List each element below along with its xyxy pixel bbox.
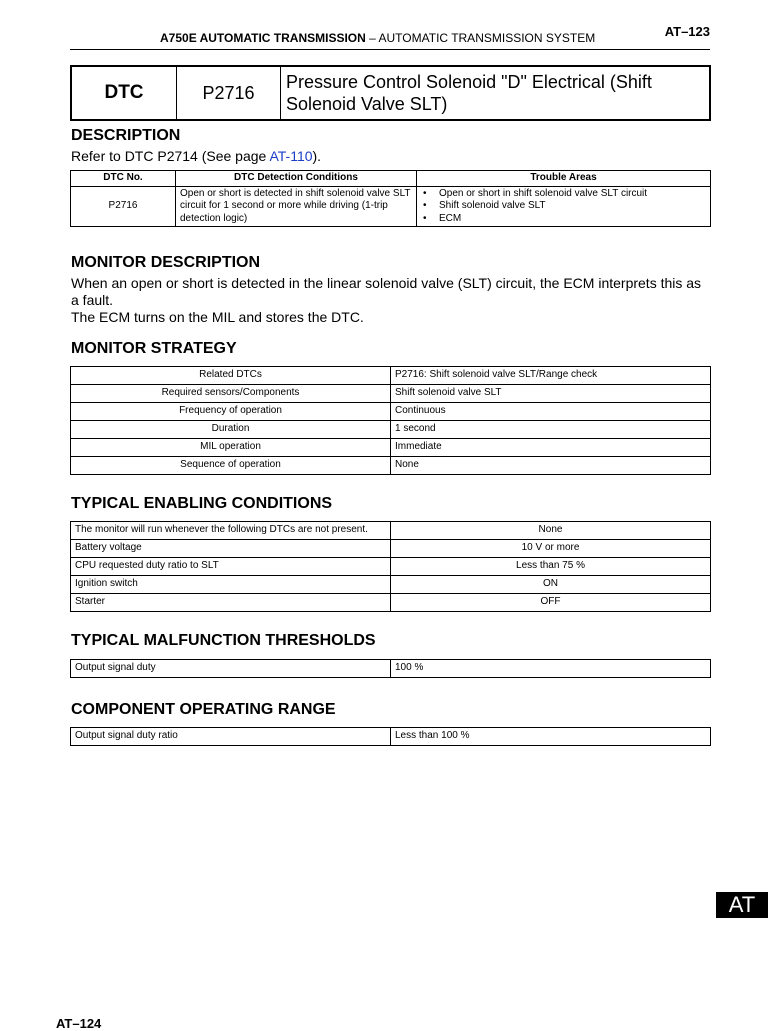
row-label: Starter xyxy=(71,594,391,612)
list-item: • ECM xyxy=(421,213,706,226)
row-label: Duration xyxy=(71,421,391,439)
dtc-detection-table xyxy=(70,170,711,227)
dtc-title: Pressure Control Solenoid "D" Electrical (Shift Solenoid Valve SLT) xyxy=(286,72,652,114)
running-header xyxy=(70,24,710,50)
table-row xyxy=(71,385,711,403)
table-row xyxy=(71,403,711,421)
row-label: CPU requested duty ratio to SLT xyxy=(71,558,391,576)
col-header-conditions: DTC Detection Conditions xyxy=(176,171,417,187)
table-row xyxy=(71,367,711,385)
dtc-no-cell: P2716 xyxy=(71,186,176,227)
list-item: • Shift solenoid valve SLT xyxy=(421,200,706,213)
dtc-title-box xyxy=(70,65,711,121)
row-value: Continuous xyxy=(391,403,711,421)
table-header-row xyxy=(71,171,711,187)
row-value: ON xyxy=(391,576,711,594)
row-label: Required sensors/Components xyxy=(71,385,391,403)
col-header-dtc-no: DTC No. xyxy=(71,171,176,187)
description-text xyxy=(71,148,321,165)
row-value: Less than 75 % xyxy=(391,558,711,576)
table-row xyxy=(71,594,711,612)
monitor-strategy-heading: MONITOR STRATEGY xyxy=(71,340,237,357)
col-header-trouble-areas: Trouble Areas xyxy=(417,171,711,187)
operating-range-heading: COMPONENT OPERATING RANGE xyxy=(71,701,336,718)
table-row xyxy=(71,522,711,540)
description-text-before: Refer to DTC P2714 (See page xyxy=(71,148,270,164)
table-row xyxy=(71,457,711,475)
description-text-after: ). xyxy=(312,148,322,164)
table-row xyxy=(71,439,711,457)
table-row xyxy=(71,421,711,439)
monitor-description-line: When an open or short is detected in the linear solenoid valve (SLT) circuit, the ECM interprets this as a fault. xyxy=(71,275,702,308)
row-value: 1 second xyxy=(391,421,711,439)
row-label: The monitor will run whenever the following DTCs are not present. xyxy=(71,522,391,540)
malfunction-thresholds-heading: TYPICAL MALFUNCTION THRESHOLDS xyxy=(71,632,376,649)
dtc-code: P2716 xyxy=(177,67,281,119)
page-link[interactable]: AT-110 xyxy=(269,148,313,164)
table-row xyxy=(71,728,711,746)
monitor-description-heading: MONITOR DESCRIPTION xyxy=(71,254,261,271)
row-label: Output signal duty xyxy=(71,660,391,678)
page-number: AT–123 xyxy=(664,24,710,39)
monitor-strategy-table xyxy=(70,366,711,475)
header-subtitle: AUTOMATIC TRANSMISSION SYSTEM xyxy=(378,31,596,45)
enabling-conditions-heading: TYPICAL ENABLING CONDITIONS xyxy=(71,495,333,512)
row-label: Ignition switch xyxy=(71,576,391,594)
footer-page-number: AT–124 xyxy=(56,1016,102,1031)
enabling-conditions-table xyxy=(70,521,711,612)
row-value: Shift solenoid valve SLT xyxy=(391,385,711,403)
description-heading: DESCRIPTION xyxy=(71,127,181,144)
row-value: OFF xyxy=(391,594,711,612)
row-label: Output signal duty ratio xyxy=(71,728,391,746)
header-title: A750E AUTOMATIC TRANSMISSION xyxy=(160,31,366,45)
section-tab: AT xyxy=(716,892,768,918)
table-row xyxy=(71,540,711,558)
header-dash: – xyxy=(369,31,376,45)
table-row xyxy=(71,186,711,227)
monitor-description-text xyxy=(71,275,711,326)
row-value: 100 % xyxy=(391,660,711,678)
row-label: Frequency of operation xyxy=(71,403,391,421)
row-label: Sequence of operation xyxy=(71,457,391,475)
operating-range-table xyxy=(70,727,711,746)
row-value: Immediate xyxy=(391,439,711,457)
row-label: MIL operation xyxy=(71,439,391,457)
dtc-label: DTC xyxy=(72,67,177,119)
table-row xyxy=(71,660,711,678)
list-item: • Open or short in shift solenoid valve SLT circuit xyxy=(421,188,706,201)
row-value: Less than 100 % xyxy=(391,728,711,746)
row-label: Related DTCs xyxy=(71,367,391,385)
trouble-areas-cell xyxy=(417,186,711,227)
row-label: Battery voltage xyxy=(71,540,391,558)
row-value: P2716: Shift solenoid valve SLT/Range check xyxy=(391,367,711,385)
row-value: 10 V or more xyxy=(391,540,711,558)
row-value: None xyxy=(391,457,711,475)
trouble-areas-list xyxy=(421,188,706,226)
row-value: None xyxy=(391,522,711,540)
monitor-description-line: The ECM turns on the MIL and stores the DTC. xyxy=(71,309,364,325)
condition-cell: Open or short is detected in shift solenoid valve SLT circuit for 1 second or more while driving (1-trip detection logic) xyxy=(176,186,417,227)
table-row xyxy=(71,576,711,594)
malfunction-thresholds-table xyxy=(70,659,711,678)
table-row xyxy=(71,558,711,576)
